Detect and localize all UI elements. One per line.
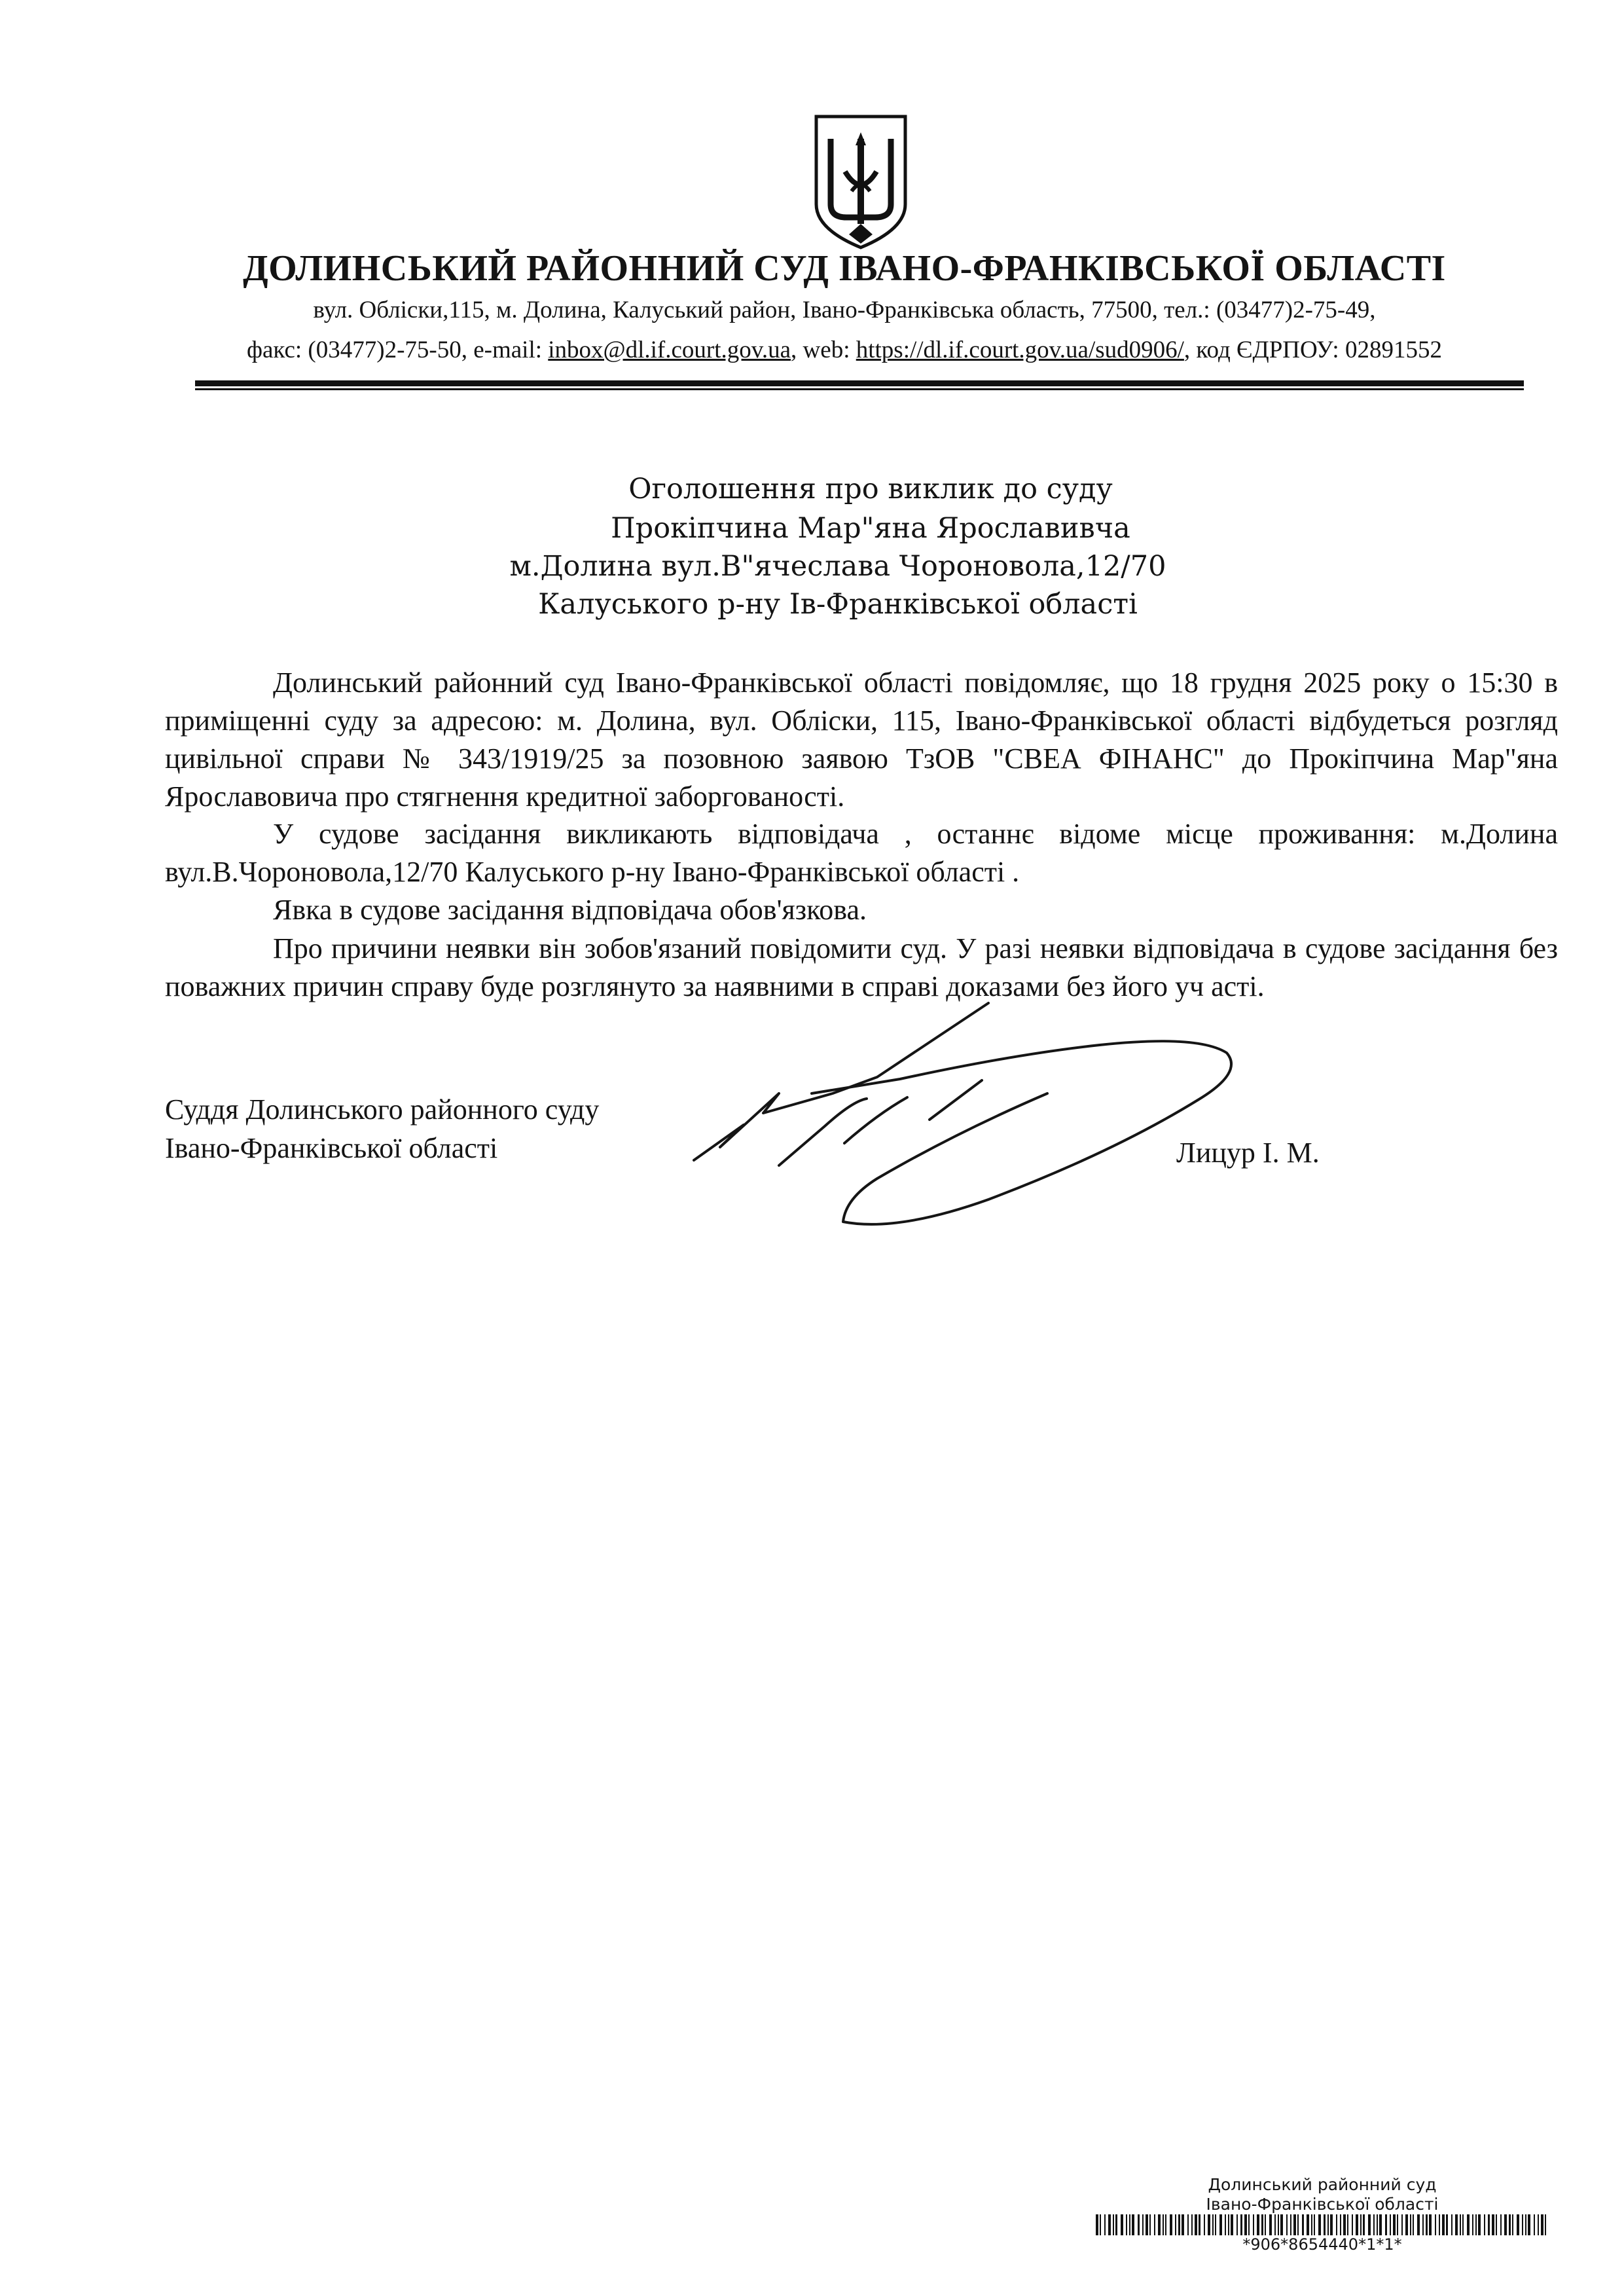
barcode-bar	[1451, 2214, 1453, 2235]
barcode-bar	[1330, 2214, 1333, 2235]
barcode-bar	[1104, 2214, 1106, 2235]
barcode-bar	[1274, 2214, 1276, 2235]
barcode-bar	[1269, 2214, 1272, 2235]
barcode-bar	[1191, 2214, 1193, 2235]
barcode-bar	[1429, 2214, 1432, 2235]
barcode-bar	[1422, 2214, 1424, 2235]
judge-title-line2: Івано-Франківської області	[165, 1132, 498, 1164]
announcement-address: м.Долина вул.В"ячеслава Чороновола,12/70	[509, 550, 1166, 583]
barcode-bar	[1347, 2214, 1348, 2235]
barcode-bar	[1149, 2214, 1151, 2235]
barcode-bar	[1410, 2214, 1411, 2235]
barcode-bar	[1405, 2214, 1408, 2235]
barcode-bar	[1462, 2214, 1464, 2235]
barcode-bar	[1525, 2214, 1526, 2235]
barcode-bar	[1129, 2214, 1130, 2235]
barcode-bar	[1108, 2214, 1111, 2235]
barcode-bar	[1297, 2214, 1299, 2235]
barcode-bar	[1244, 2214, 1247, 2235]
barcode-bar	[1113, 2214, 1114, 2235]
barcode-bar	[1496, 2214, 1497, 2235]
barcode-bar	[1522, 2214, 1523, 2235]
announcement-region: Калуського р-ну Ів-Франківської області	[538, 588, 1138, 621]
barcode-bar	[1426, 2214, 1428, 2235]
barcode-bar	[1178, 2214, 1180, 2235]
barcode-bar	[1219, 2214, 1222, 2235]
barcode-bar	[1472, 2214, 1473, 2235]
barcode-bar	[1314, 2214, 1315, 2235]
barcode-bar	[1390, 2214, 1391, 2235]
barcode-bar	[1228, 2214, 1229, 2235]
body-paragraph-summons: У судове засідання викликають відповідача , останнє відоме місце проживання: м.Долина вул.В.Чороновола,12/70 Калуського р-ну Івано-Франківської області .	[165, 818, 1558, 888]
barcode-bar	[1290, 2214, 1291, 2235]
handwritten-signature	[681, 989, 1283, 1237]
barcode-bar	[1393, 2214, 1396, 2235]
court-name-heading: ДОЛИНСЬКИЙ РАЙОННИЙ СУД ІВАНО-ФРАНКІВСЬКОЇ ОБЛАСТІ	[243, 248, 1446, 289]
barcode-number: *906*8654440*1*1*	[1242, 2235, 1402, 2254]
barcode-bar	[1236, 2214, 1238, 2235]
barcode-bar	[1280, 2214, 1283, 2235]
barcode-bar	[1225, 2214, 1226, 2235]
barcode-bar	[1327, 2214, 1329, 2235]
web-prefix: , web:	[791, 337, 856, 363]
barcode-bar	[1212, 2214, 1214, 2235]
barcode-bar	[1336, 2214, 1337, 2235]
barcode-bar	[1215, 2214, 1216, 2235]
barcode-bar	[1488, 2214, 1490, 2235]
fax-text: факс: (03477)2-75-50, e-mail:	[247, 337, 549, 363]
barcode-bar	[1170, 2214, 1172, 2235]
court-address: вул. Обліски,115, м. Долина, Калуський район, Івано-Франківська область, 77500, тел.: (03477)2-75-49,	[313, 297, 1376, 323]
barcode-bar	[1278, 2214, 1279, 2235]
body-paragraph-absence: Про причини неявки він зобов'язаний повідомити суд. У разі неявки відповідача в судове засідання без поважних причин справу буде розглянуто за наявними в справі доказами без його уч асті.	[165, 932, 1558, 1002]
barcode-bar	[1340, 2214, 1341, 2235]
barcode-bar	[1240, 2214, 1242, 2235]
barcode-bar	[1096, 2214, 1098, 2235]
registry-stamp	[1093, 2175, 1551, 2214]
barcode-bar	[1132, 2214, 1134, 2235]
stamp-region: Івано-Франківської області	[1206, 2195, 1439, 2214]
barcode-bar	[1261, 2214, 1263, 2235]
barcode-bar	[1352, 2214, 1353, 2235]
barcode-bar	[1231, 2214, 1233, 2235]
barcode-bar	[1401, 2214, 1403, 2235]
barcode-bar	[1373, 2214, 1375, 2235]
barcode-bar	[1257, 2214, 1259, 2235]
barcode-bar	[1484, 2214, 1485, 2235]
barcode-bar	[1175, 2214, 1176, 2235]
barcode-bar	[1442, 2214, 1445, 2235]
barcode-bar	[1318, 2214, 1321, 2235]
barcode-bar	[1138, 2214, 1140, 2235]
barcode-bar	[1541, 2214, 1543, 2235]
barcode-bar	[1417, 2214, 1420, 2235]
barcode-bar	[1413, 2214, 1414, 2235]
barcode-bar	[1528, 2214, 1530, 2235]
barcode-bar	[1293, 2214, 1296, 2235]
barcode-bar	[1208, 2214, 1210, 2235]
barcode-bar	[1517, 2214, 1519, 2235]
header-divider-thick	[195, 380, 1524, 386]
email-link[interactable]: inbox@dl.if.court.gov.ua	[548, 337, 791, 363]
barcode-bar	[1435, 2214, 1436, 2235]
barcode-bar	[1248, 2214, 1250, 2235]
barcode-bar	[1545, 2214, 1546, 2235]
barcode-bar	[1302, 2214, 1304, 2235]
barcode-bar	[1126, 2214, 1127, 2235]
barcode-bar	[1534, 2214, 1535, 2235]
barcode-bar	[1142, 2214, 1144, 2235]
barcode-bar	[1360, 2214, 1362, 2235]
barcode-bar	[1343, 2214, 1346, 2235]
barcode-bar	[1121, 2214, 1123, 2235]
barcode-bar	[1397, 2214, 1398, 2235]
barcode-bar	[1253, 2214, 1254, 2235]
barcode-bar	[1195, 2214, 1197, 2235]
barcode-bar	[1455, 2214, 1458, 2235]
announcement-title: Оголошення про виклик до суду	[628, 473, 1113, 505]
barcode-bar	[1158, 2214, 1161, 2235]
barcode-bar	[1460, 2214, 1461, 2235]
barcode-bar	[1100, 2214, 1101, 2235]
barcode-bar	[1538, 2214, 1539, 2235]
barcode-bar	[1163, 2214, 1164, 2235]
barcode-bar	[1492, 2214, 1494, 2235]
judge-title-line1: Суддя Долинського районного суду	[165, 1093, 600, 1126]
barcode-bar	[1286, 2214, 1288, 2235]
edrpou-code: , код ЄДРПОУ: 02891552	[1183, 337, 1442, 363]
announcement-recipient: Прокіпчина Мар"яна Ярославивча	[611, 512, 1130, 545]
barcode-bar	[1324, 2214, 1326, 2235]
barcode-bar	[1446, 2214, 1448, 2235]
court-contacts	[196, 336, 1492, 364]
barcode-bar	[1379, 2214, 1382, 2235]
barcode-bar	[1439, 2214, 1440, 2235]
barcode-bar	[1115, 2214, 1117, 2235]
barcode-bar	[1311, 2214, 1312, 2235]
barcode-bar	[1146, 2214, 1148, 2235]
header-divider-thin	[195, 388, 1524, 390]
barcode-bar	[1478, 2214, 1481, 2235]
coat-of-arms-trident-icon	[812, 113, 909, 251]
barcode-bar	[1187, 2214, 1189, 2235]
barcode-bar	[1377, 2214, 1378, 2235]
website-link[interactable]: https://dl.if.court.gov.ua/sud0906/	[856, 337, 1184, 363]
stamp-court-name: Долинський районний суд	[1208, 2175, 1437, 2194]
barcode-bar	[1368, 2214, 1371, 2235]
barcode-bar	[1356, 2214, 1358, 2235]
barcode-bar	[1509, 2214, 1511, 2235]
barcode-bar	[1512, 2214, 1513, 2235]
barcode-bar	[1385, 2214, 1387, 2235]
barcode-bar	[1265, 2214, 1266, 2235]
barcode-bar	[1199, 2214, 1200, 2235]
barcode-bar	[1363, 2214, 1365, 2235]
barcode-bar	[1504, 2214, 1507, 2235]
body-paragraph-hearing: Долинський районний суд Івано-Франківської області повідомляє, що 18 грудня 2025 року о 15:30 в приміщенні суду за адресою: м. Долина, вул. Обліски, 115, Івано-Франківської області відбудеться розгляд цивільної справи № 343/1919/25 за позовною заявою ТзОВ "СВЕА ФІНАНС" до Прокіпчина Мар"яна Ярославовича про стягнення кредитної заборгованості.	[165, 667, 1558, 813]
document-barcode	[1093, 2214, 1551, 2235]
body-paragraph-attendance: Явка в судове засідання відповідача обов'язкова.	[273, 894, 867, 926]
judge-name: Лицур І. М.	[1176, 1137, 1320, 1169]
barcode-bar	[1475, 2214, 1477, 2235]
barcode-bar	[1467, 2214, 1470, 2235]
barcode-bar	[1182, 2214, 1184, 2235]
barcode-bar	[1500, 2214, 1502, 2235]
barcode-bar	[1165, 2214, 1166, 2235]
barcode-bar	[1307, 2214, 1309, 2235]
barcode-bar	[1204, 2214, 1205, 2235]
barcode-bar	[1154, 2214, 1155, 2235]
